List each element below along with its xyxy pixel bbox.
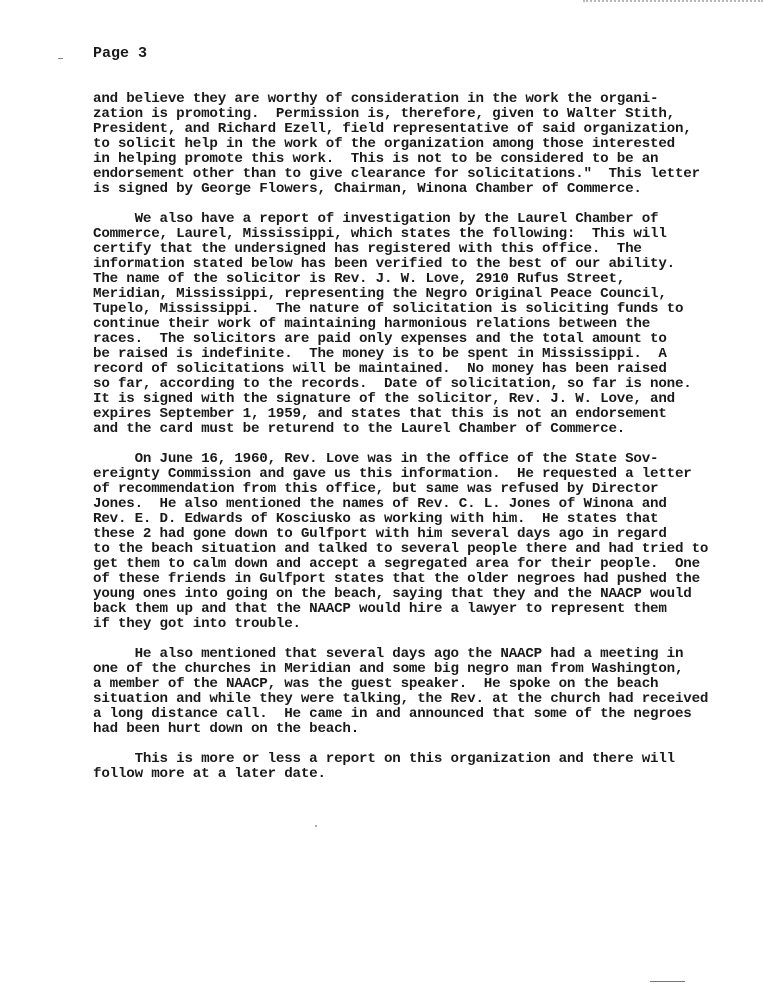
paragraph-4 (93, 647, 763, 737)
text-line: Rev. E. D. Edwards of Kosciusko as working with him. He states that (93, 511, 659, 527)
text-line: This is more or less a report on this organization and there will (93, 751, 675, 767)
text-line: On June 16, 1960, Rev. Love was in the office of the State Sov- (93, 451, 659, 467)
text-line: endorsement other than to give clearance for solicitations." This letter (93, 166, 700, 182)
text-line: situation and while they were talking, the Rev. at the church had received (93, 691, 709, 707)
text-line: We also have a report of investigation by the Laurel Chamber of (93, 211, 659, 227)
margin-mark (58, 58, 63, 59)
text-line: of recommendation from this office, but same was refused by Director (93, 481, 659, 497)
text-line: and believe they are worthy of consideration in the work the organi- (93, 91, 659, 107)
text-line: to solicit help in the work of the organization among those interested (93, 136, 675, 152)
page-number: Page 3 (93, 45, 148, 62)
text-line: young ones into going on the beach, saying that they and the NAACP would (93, 586, 692, 602)
text-line: back them up and that the NAACP would hire a lawyer to represent them (93, 601, 667, 617)
text-line: one of the churches in Meridian and some big negro man from Washington, (93, 661, 684, 677)
text-line: of these friends in Gulfport states that the older negroes had pushed the (93, 571, 700, 587)
top-edge-dots (583, 0, 763, 6)
text-line: record of solicitations will be maintained. No money has been raised (93, 361, 667, 377)
text-line: is signed by George Flowers, Chairman, Winona Chamber of Commerce. (93, 181, 642, 197)
text-line: zation is promoting. Permission is, therefore, given to Walter Stith, (93, 106, 675, 122)
text-line: if they got into trouble. (93, 616, 301, 632)
document-body (93, 92, 763, 797)
paragraph-1 (93, 92, 763, 197)
text-line: President, and Richard Ezell, field representative of said organization, (93, 121, 692, 137)
text-line: a member of the NAACP, was the guest speaker. He spoke on the beach (93, 676, 659, 692)
text-line: follow more at a later date. (93, 766, 326, 782)
text-line: It is signed with the signature of the solicitor, Rev. J. W. Love, and (93, 391, 675, 407)
text-line: a long distance call. He came in and announced that some of the negroes (93, 706, 692, 722)
text-line: races. The solicitors are paid only expenses and the total amount to (93, 331, 667, 347)
text-line: to the beach situation and talked to several people there and had tried to (93, 541, 709, 557)
scan-speck (315, 825, 317, 827)
text-line: continue their work of maintaining harmonious relations between the (93, 316, 651, 332)
paragraph-5 (93, 752, 763, 782)
text-line: and the card must be returend to the Laurel Chamber of Commerce. (93, 421, 626, 437)
text-line: Jones. He also mentioned the names of Rev. C. L. Jones of Winona and (93, 496, 667, 512)
text-line: get them to calm down and accept a segregated area for their people. One (93, 556, 700, 572)
text-line: had been hurt down on the beach. (93, 721, 360, 737)
text-line: these 2 had gone down to Gulfport with him several days ago in regard (93, 526, 667, 542)
paragraph-2 (93, 212, 763, 437)
text-line: expires September 1, 1959, and states that this is not an endorsement (93, 406, 667, 422)
text-line: ereignty Commission and gave us this information. He requested a letter (93, 466, 692, 482)
bottom-edge-mark (650, 981, 685, 982)
text-line: Tupelo, Mississippi. The nature of solicitation is soliciting funds to (93, 301, 684, 317)
text-line: The name of the solicitor is Rev. J. W. Love, 2910 Rufus Street, (93, 271, 626, 287)
text-line: Meridian, Mississippi, representing the Negro Original Peace Council, (93, 286, 667, 302)
text-line: He also mentioned that several days ago the NAACP had a meeting in (93, 646, 684, 662)
text-line: information stated below has been verified to the best of our ability. (93, 256, 675, 272)
paragraph-3 (93, 452, 763, 632)
text-line: certify that the undersigned has registered with this office. The (93, 241, 642, 257)
text-line: so far, according to the records. Date of solicitation, so far is none. (93, 376, 692, 392)
text-line: Commerce, Laurel, Mississippi, which states the following: This will (93, 226, 667, 242)
text-line: in helping promote this work. This is not to be considered to be an (93, 151, 659, 167)
text-line: be raised is indefinite. The money is to be spent in Mississippi. A (93, 346, 667, 362)
